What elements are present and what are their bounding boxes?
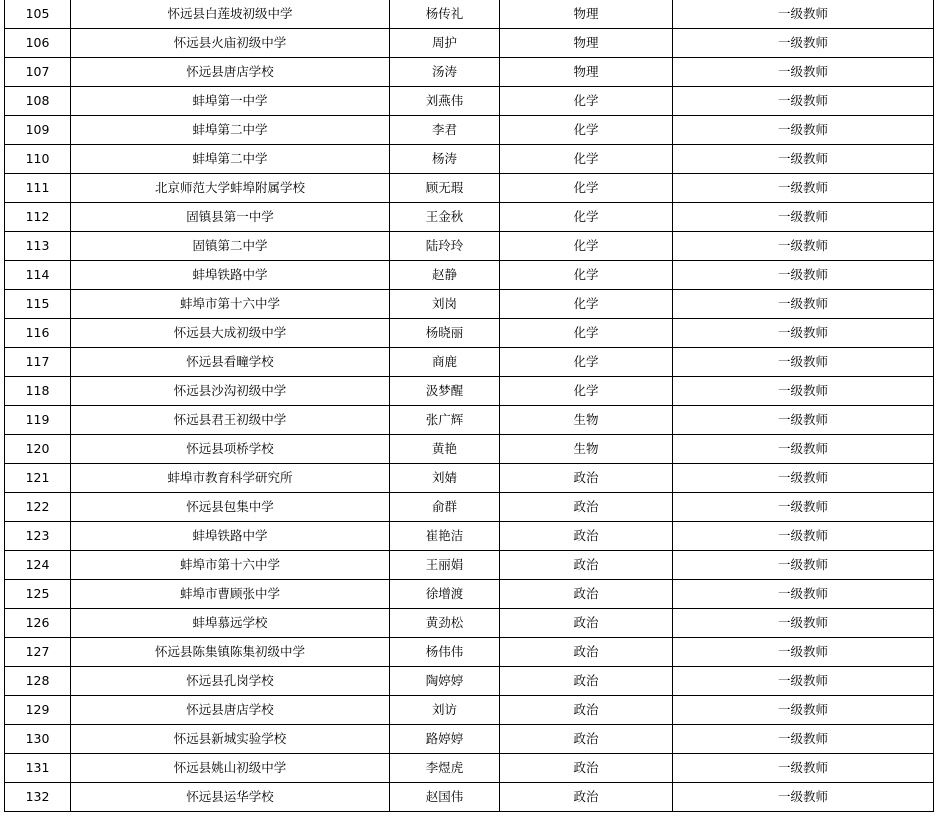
table-row — [5, 609, 934, 638]
title-cell: 一级教师 — [673, 551, 934, 580]
subject-cell: 化学 — [500, 116, 673, 145]
subject-cell: 化学 — [500, 87, 673, 116]
teacher-name-cell: 陶婷婷 — [390, 667, 500, 696]
row-number-cell: 109 — [5, 116, 71, 145]
teacher-name-cell: 黄劲松 — [390, 609, 500, 638]
teacher-name-cell: 王金秋 — [390, 203, 500, 232]
row-number-cell: 127 — [5, 638, 71, 667]
school-cell: 怀远县陈集镇陈集初级中学 — [71, 638, 390, 667]
school-cell: 蚌埠铁路中学 — [71, 522, 390, 551]
school-cell: 北京师范大学蚌埠附属学校 — [71, 174, 390, 203]
row-number-cell: 126 — [5, 609, 71, 638]
subject-cell: 政治 — [500, 580, 673, 609]
subject-cell: 物理 — [500, 58, 673, 87]
table-row — [5, 319, 934, 348]
school-cell: 蚌埠市第十六中学 — [71, 290, 390, 319]
table-row — [5, 348, 934, 377]
title-cell: 一级教师 — [673, 783, 934, 812]
row-number-cell: 131 — [5, 754, 71, 783]
subject-cell: 化学 — [500, 377, 673, 406]
school-cell: 固镇第二中学 — [71, 232, 390, 261]
teacher-name-cell: 刘燕伟 — [390, 87, 500, 116]
title-cell: 一级教师 — [673, 261, 934, 290]
title-cell: 一级教师 — [673, 348, 934, 377]
table-row — [5, 638, 934, 667]
teacher-name-cell: 路婷婷 — [390, 725, 500, 754]
title-cell: 一级教师 — [673, 464, 934, 493]
table-row — [5, 667, 934, 696]
teacher-name-cell: 赵静 — [390, 261, 500, 290]
title-cell: 一级教师 — [673, 435, 934, 464]
subject-cell: 政治 — [500, 522, 673, 551]
school-cell: 怀远县项桥学校 — [71, 435, 390, 464]
row-number-cell: 125 — [5, 580, 71, 609]
table-row — [5, 493, 934, 522]
row-number-cell: 115 — [5, 290, 71, 319]
school-cell: 蚌埠市曹顾张中学 — [71, 580, 390, 609]
table-row — [5, 406, 934, 435]
title-cell: 一级教师 — [673, 232, 934, 261]
school-cell: 蚌埠第二中学 — [71, 145, 390, 174]
table-row — [5, 232, 934, 261]
table-row — [5, 725, 934, 754]
subject-cell: 化学 — [500, 174, 673, 203]
row-number-cell: 132 — [5, 783, 71, 812]
teacher-name-cell: 刘岗 — [390, 290, 500, 319]
school-cell: 怀远县运华学校 — [71, 783, 390, 812]
school-cell: 怀远县姚山初级中学 — [71, 754, 390, 783]
row-number-cell: 113 — [5, 232, 71, 261]
title-cell: 一级教师 — [673, 174, 934, 203]
row-number-cell: 123 — [5, 522, 71, 551]
row-number-cell: 118 — [5, 377, 71, 406]
title-cell: 一级教师 — [673, 522, 934, 551]
table-row — [5, 116, 934, 145]
title-cell: 一级教师 — [673, 667, 934, 696]
subject-cell: 政治 — [500, 464, 673, 493]
row-number-cell: 129 — [5, 696, 71, 725]
row-number-cell: 130 — [5, 725, 71, 754]
subject-cell: 物理 — [500, 29, 673, 58]
teacher-name-cell: 杨涛 — [390, 145, 500, 174]
title-cell: 一级教师 — [673, 493, 934, 522]
subject-cell: 化学 — [500, 232, 673, 261]
title-cell: 一级教师 — [673, 609, 934, 638]
row-number-cell: 105 — [5, 0, 71, 29]
table-row — [5, 783, 934, 812]
title-cell: 一级教师 — [673, 29, 934, 58]
school-cell: 蚌埠慕远学校 — [71, 609, 390, 638]
title-cell: 一级教师 — [673, 87, 934, 116]
subject-cell: 政治 — [500, 667, 673, 696]
teacher-roster-table — [4, 0, 934, 812]
school-cell: 怀远县包集中学 — [71, 493, 390, 522]
table-row — [5, 377, 934, 406]
teacher-name-cell: 王丽娟 — [390, 551, 500, 580]
subject-cell: 政治 — [500, 609, 673, 638]
teacher-name-cell: 李煜虎 — [390, 754, 500, 783]
teacher-name-cell: 周护 — [390, 29, 500, 58]
row-number-cell: 120 — [5, 435, 71, 464]
title-cell: 一级教师 — [673, 0, 934, 29]
teacher-name-cell: 刘婧 — [390, 464, 500, 493]
subject-cell: 化学 — [500, 203, 673, 232]
subject-cell: 化学 — [500, 290, 673, 319]
title-cell: 一级教师 — [673, 754, 934, 783]
title-cell: 一级教师 — [673, 116, 934, 145]
subject-cell: 政治 — [500, 725, 673, 754]
subject-cell: 政治 — [500, 551, 673, 580]
row-number-cell: 128 — [5, 667, 71, 696]
table-row — [5, 754, 934, 783]
school-cell: 怀远县唐店学校 — [71, 58, 390, 87]
school-cell: 蚌埠市教育科学研究所 — [71, 464, 390, 493]
row-number-cell: 114 — [5, 261, 71, 290]
school-cell: 怀远县唐店学校 — [71, 696, 390, 725]
row-number-cell: 111 — [5, 174, 71, 203]
teacher-name-cell: 杨伟伟 — [390, 638, 500, 667]
school-cell: 怀远县君王初级中学 — [71, 406, 390, 435]
table-row — [5, 290, 934, 319]
row-number-cell: 107 — [5, 58, 71, 87]
school-cell: 怀远县大成初级中学 — [71, 319, 390, 348]
table-row — [5, 203, 934, 232]
table-row — [5, 145, 934, 174]
title-cell: 一级教师 — [673, 696, 934, 725]
row-number-cell: 116 — [5, 319, 71, 348]
school-cell: 怀远县沙沟初级中学 — [71, 377, 390, 406]
teacher-name-cell: 刘访 — [390, 696, 500, 725]
subject-cell: 化学 — [500, 145, 673, 174]
subject-cell: 生物 — [500, 406, 673, 435]
table-row — [5, 29, 934, 58]
teacher-name-cell: 商鹿 — [390, 348, 500, 377]
table-row — [5, 580, 934, 609]
school-cell: 固镇县第一中学 — [71, 203, 390, 232]
subject-cell: 政治 — [500, 696, 673, 725]
table-row — [5, 0, 934, 29]
table-row — [5, 261, 934, 290]
table-row — [5, 174, 934, 203]
table-row — [5, 87, 934, 116]
table-row — [5, 522, 934, 551]
title-cell: 一级教师 — [673, 725, 934, 754]
teacher-name-cell: 汤涛 — [390, 58, 500, 87]
school-cell: 怀远县火庙初级中学 — [71, 29, 390, 58]
row-number-cell: 112 — [5, 203, 71, 232]
teacher-name-cell: 崔艳洁 — [390, 522, 500, 551]
title-cell: 一级教师 — [673, 580, 934, 609]
teacher-name-cell: 张广辉 — [390, 406, 500, 435]
title-cell: 一级教师 — [673, 406, 934, 435]
row-number-cell: 119 — [5, 406, 71, 435]
row-number-cell: 124 — [5, 551, 71, 580]
subject-cell: 化学 — [500, 348, 673, 377]
title-cell: 一级教师 — [673, 290, 934, 319]
teacher-name-cell: 陆玲玲 — [390, 232, 500, 261]
table-row — [5, 696, 934, 725]
teacher-name-cell: 汲梦醒 — [390, 377, 500, 406]
teacher-roster-body — [5, 0, 934, 812]
subject-cell: 化学 — [500, 319, 673, 348]
subject-cell: 政治 — [500, 638, 673, 667]
school-cell: 蚌埠第二中学 — [71, 116, 390, 145]
school-cell: 怀远县白莲坡初级中学 — [71, 0, 390, 29]
teacher-name-cell: 黄艳 — [390, 435, 500, 464]
school-cell: 怀远县新城实验学校 — [71, 725, 390, 754]
subject-cell: 生物 — [500, 435, 673, 464]
school-cell: 怀远县看疃学校 — [71, 348, 390, 377]
school-cell: 蚌埠市第十六中学 — [71, 551, 390, 580]
teacher-name-cell: 徐增渡 — [390, 580, 500, 609]
title-cell: 一级教师 — [673, 58, 934, 87]
title-cell: 一级教师 — [673, 203, 934, 232]
subject-cell: 政治 — [500, 754, 673, 783]
teacher-name-cell: 杨传礼 — [390, 0, 500, 29]
title-cell: 一级教师 — [673, 145, 934, 174]
school-cell: 蚌埠铁路中学 — [71, 261, 390, 290]
table-row — [5, 551, 934, 580]
subject-cell: 政治 — [500, 493, 673, 522]
teacher-name-cell: 赵国伟 — [390, 783, 500, 812]
title-cell: 一级教师 — [673, 638, 934, 667]
row-number-cell: 117 — [5, 348, 71, 377]
row-number-cell: 106 — [5, 29, 71, 58]
school-cell: 怀远县孔岗学校 — [71, 667, 390, 696]
subject-cell: 物理 — [500, 0, 673, 29]
table-row — [5, 58, 934, 87]
row-number-cell: 122 — [5, 493, 71, 522]
row-number-cell: 121 — [5, 464, 71, 493]
school-cell: 蚌埠第一中学 — [71, 87, 390, 116]
title-cell: 一级教师 — [673, 319, 934, 348]
row-number-cell: 110 — [5, 145, 71, 174]
teacher-name-cell: 顾无瑕 — [390, 174, 500, 203]
teacher-name-cell: 杨晓丽 — [390, 319, 500, 348]
table-row — [5, 435, 934, 464]
teacher-name-cell: 李君 — [390, 116, 500, 145]
subject-cell: 化学 — [500, 261, 673, 290]
subject-cell: 政治 — [500, 783, 673, 812]
title-cell: 一级教师 — [673, 377, 934, 406]
teacher-name-cell: 俞群 — [390, 493, 500, 522]
row-number-cell: 108 — [5, 87, 71, 116]
table-row — [5, 464, 934, 493]
